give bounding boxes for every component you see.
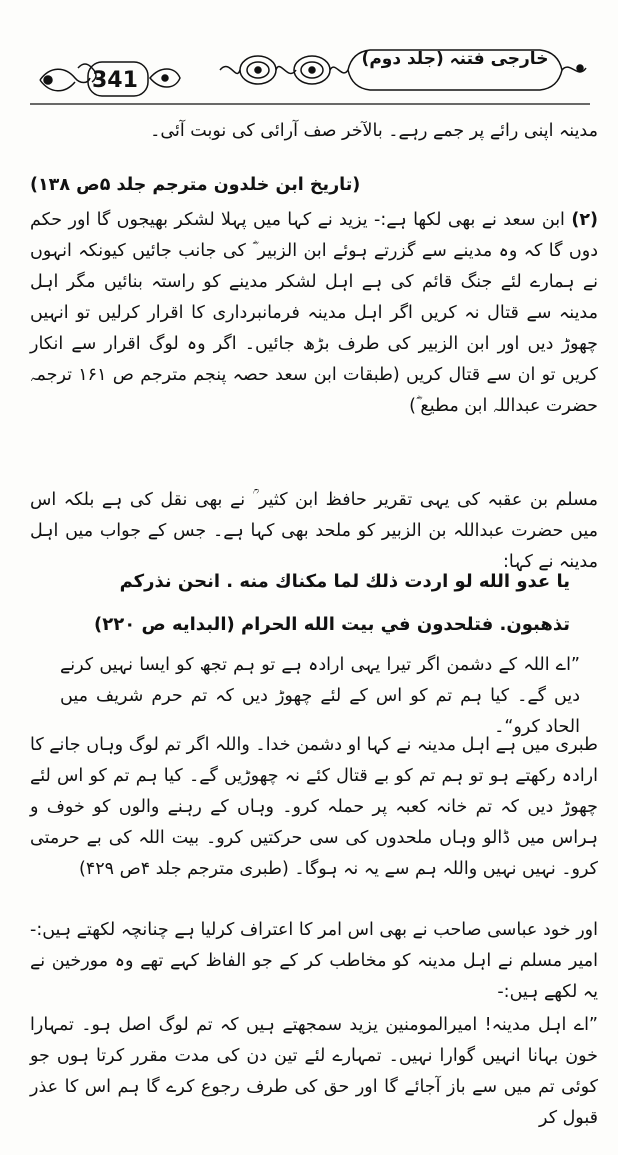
arabic-quote-line-1: یا عدو الله لو اردت ذلك لما مكناك منه . انحن نذركم [119, 571, 570, 592]
paragraph-7: ”اے اہل مدینہ! امیرالمومنین یزید سمجھتے ہیں کہ تم لوگ اصل ہو۔ تمہارا خون بہانا انہیں گوارا نہیں۔ تمہارے لئے تین دن کی مدت مقرر کرتا ہوں جو کوئی تم میں سے باز آجائے گا اور حق کی طرف رجوع کرے گا ہم اس کا عذر قبول کر [30, 1015, 598, 1128]
paragraph-1: مدینہ اپنی رائے پر جمے رہے۔ بالآخر صف آرائی کی نوبت آئی۔ [150, 121, 598, 141]
reference-1 [30, 170, 598, 201]
paragraph-2 [30, 205, 598, 422]
paragraph-2-number: (۲) [571, 210, 598, 230]
paragraph-2-text: ابن سعد نے بھی لکھا ہے:- یزید نے کہا میں پہلا لشکر بھیجوں گا اور حکم دوں گا کہ وہ مدینے سے گزرتے ہوئے ابن الزبیر ؓ کی جانب جائیں کیونکہ انہوں نے ہمارے لئے جنگ قائم کی ہے اہل لشکر مدینے کو راستہ بنائیں مگر اہل مدینہ سے قتال نہ کریں اگر اہل مدینہ فرمانبرداری کا اقرار کرلیں تو انہیں چھوڑ دیں اور ابن الزبیر کی طرف بڑھ جائیں۔ اگر وہ لوگ اقرار سے انکار کریں تو ان سے قتال کریں (طبقات ابن سعد حصہ پنجم مترجم ص ۱۶۱ ترجمہ حضرت عبداللہ ابن مطیع ؓ) [30, 210, 598, 416]
running-title: خارجی فتنہ (جلد دوم) [361, 49, 549, 69]
paragraph-3: مسلم بن عقبہ کی یہی تقریر حافظ ابن کثیر ؒ نے بھی نقل کی ہے بلکہ اس میں حضرت عبداللہ بن الزبیر کو ملحد بھی کہا ہے۔ جس کے جواب میں اہل مدینہ نے کہا: [30, 490, 598, 572]
page-number: 341 [92, 68, 138, 93]
paragraph-4: ”اے اللہ کے دشمن اگر تیرا یہی ارادہ ہے تو ہم تجھ کو ایسا نہیں کرنے دیں گے۔ کیا ہم تم کو اس کے لئے چھوڑ دیں کہ تم حرم شریف میں الحاد کرو“۔ [60, 655, 580, 737]
paragraph-6: اور خود عباسی صاحب نے بھی اس امر کا اعتراف کرلیا ہے چنانچہ لکھتے ہیں:- امیر مسلم نے اہل مدینہ کو مخاطب کر کے جو الفاظ کہے تھے وہ مورخین نے یہ لکھے ہیں:- [30, 920, 598, 1002]
paragraph-5: طبری میں ہے اہل مدینہ نے کہا او دشمن خدا۔ واللہ اگر تم لوگ وہاں جانے کا ارادہ رکھتے ہو تو ہم تم کو بے قتال کئے نہ چھوڑیں گے۔ کیا ہم تم کو اس لئے چھوڑ دیں کہ تم خانہ کعبہ پر حملہ کرو۔ وہاں کے رہنے والوں کو خوف و ہراس میں ڈالو وہاں ملحدوں کی سی حرکتیں کرو۔ بیت اللہ کی بے حرمتی کرو۔ نہیں نہیں واللہ ہم سے یہ نہ ہوگا۔ (طبری مترجم جلد ۴ص ۴۲۹) [30, 735, 598, 879]
reference-1-text: (تاریخ ابن خلدون مترجم جلد ۵ص ۱۳۸) [30, 175, 361, 195]
arabic-quote-line-2: تذهبون. فتلحدون في بيت الله الحرام (البدايه ص ۲۲۰) [94, 614, 570, 635]
